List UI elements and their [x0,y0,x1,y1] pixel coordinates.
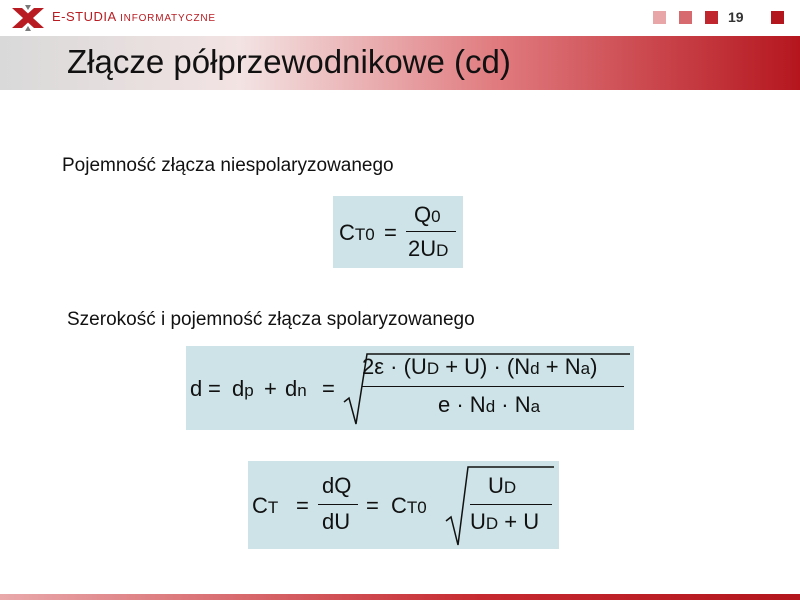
label-unbiased: Pojemność złącza niespolaryzowanego [62,155,394,176]
header-bar [0,0,800,36]
formula-ct0: CT0 = Q0 2UD [333,196,463,268]
formula-ct: CT = dQ dU = CT0 UD UD + U [248,461,559,549]
brand-name: E-STUDIA INFORMATYCZNE [52,9,216,24]
decor-square-1 [653,11,666,24]
decor-square-4 [771,11,784,24]
decor-square-2 [679,11,692,24]
label-biased: Szerokość i pojemność złącza spolaryzowanego [67,309,475,330]
bottom-line [0,594,800,600]
logo-icon [10,4,46,32]
formula-width: d = dp + dn = 2ε · (UD + U) · (Nd + Na) e · Nd · Na [186,346,634,430]
decor-square-3 [705,11,718,24]
page-title: Złącze półprzewodnikowe (cd) [67,43,511,80]
page-number: 19 [728,9,744,25]
